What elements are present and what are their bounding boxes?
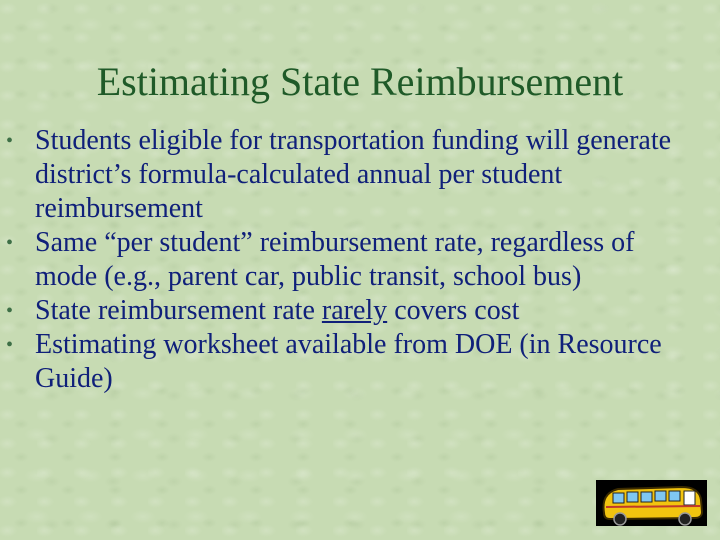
school-bus-icon [596,480,707,526]
bullet-marker: • [6,232,14,254]
bullet-list [0,124,700,396]
bullet-item [0,226,700,294]
bullet-text: Students eligible for transportation funding will generate district’s formula-calculated annual per student reimbursement [35,125,672,224]
bullet-item [0,124,700,226]
bullet-marker: • [6,334,14,356]
slide-title: Estimating State Reimbursement [96,59,624,104]
bullet-text-emphasis: rarely [321,295,388,326]
bullet-marker: • [6,130,14,152]
bullet-text-start: State reimbursement rate [35,295,322,326]
bullet-marker: • [6,300,14,322]
bullet-text: Estimating worksheet available from DOE (in Resource Guide) [35,329,662,394]
bullet-text: Same “per student” reimbursement rate, regardless of mode (e.g., parent car, public transit, school bus) [35,227,635,292]
bullet-item [0,328,700,396]
bullet-item [0,294,700,328]
bullet-text-end: covers cost [387,295,520,326]
